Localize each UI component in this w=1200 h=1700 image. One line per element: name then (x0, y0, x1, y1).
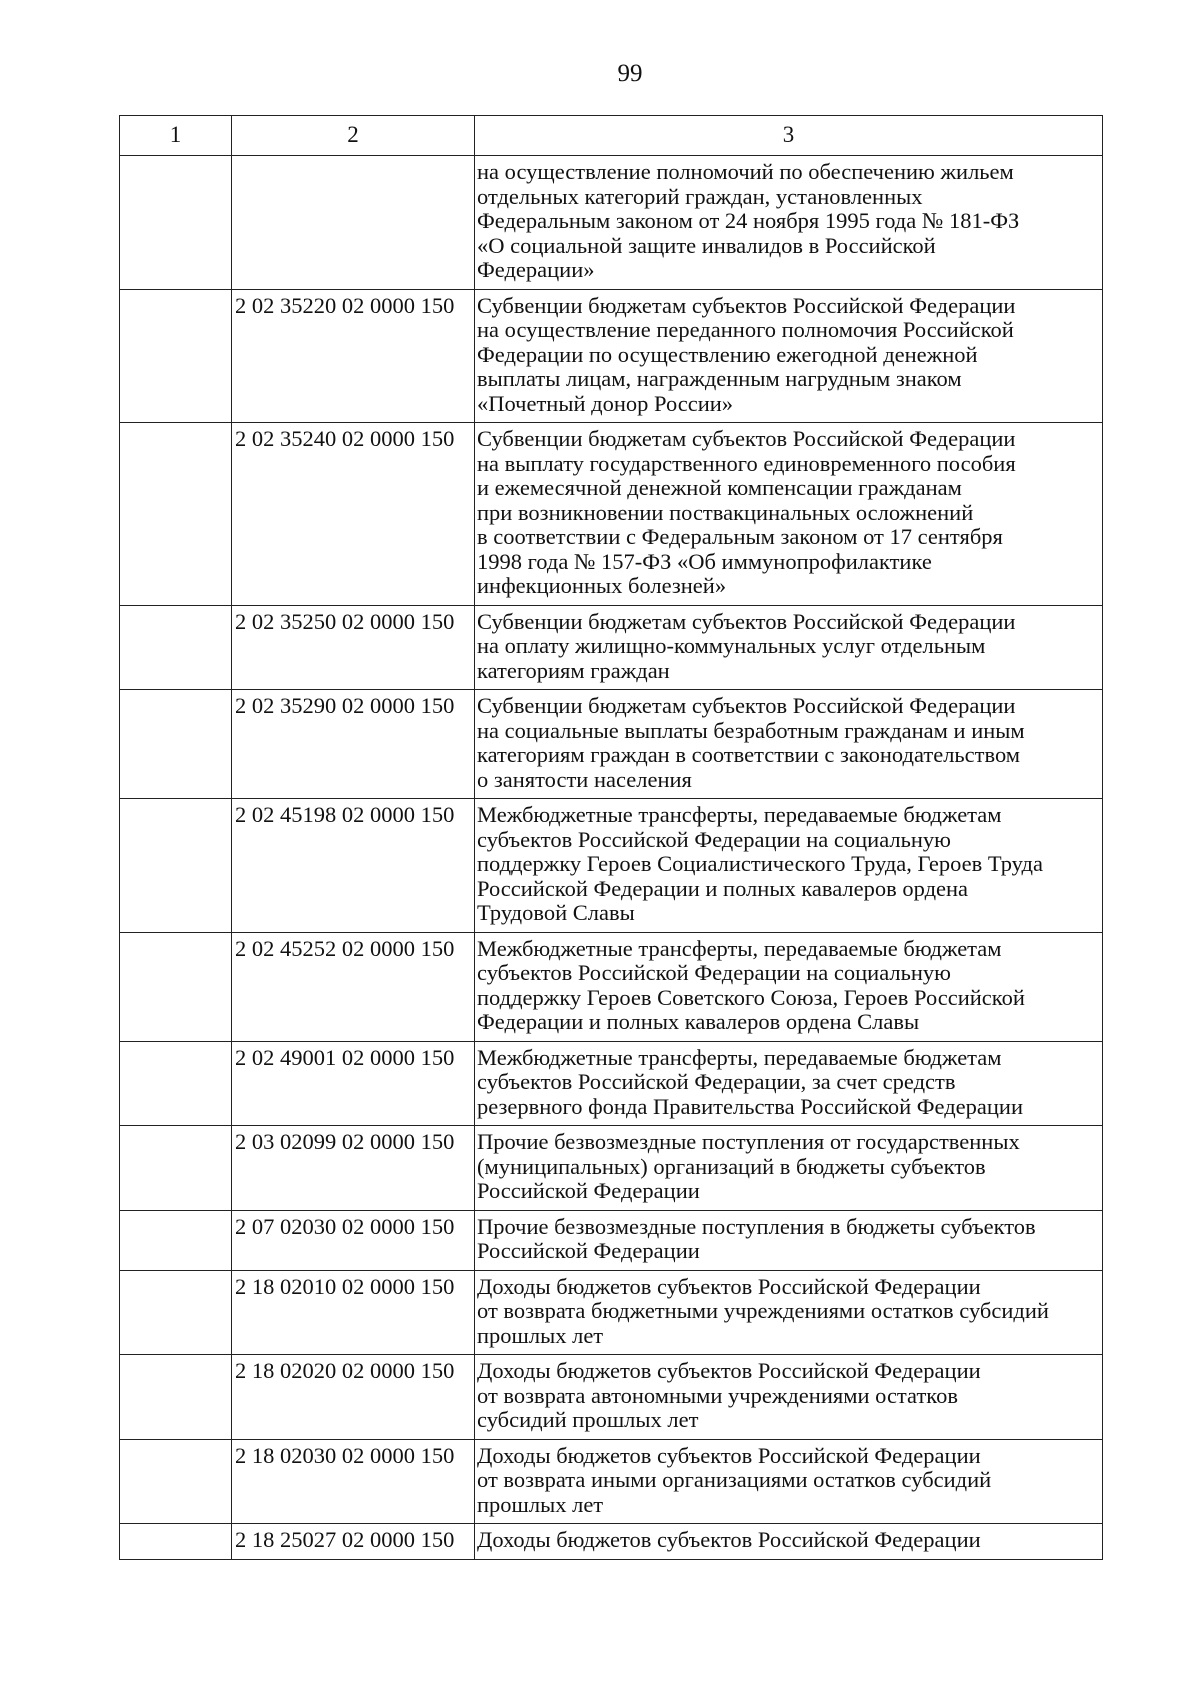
description-cell (475, 932, 1103, 1041)
description-line: и ежемесячной денежной компенсации гражданам (477, 475, 962, 500)
row-number-cell (120, 799, 232, 933)
description-cell (475, 1524, 1103, 1560)
description-line: Субвенции бюджетам субъектов Российской Федерации (477, 292, 1016, 318)
classification-code-cell: 2 18 02030 02 0000 150 (232, 1439, 475, 1524)
classification-code-cell: 2 02 49001 02 0000 150 (232, 1041, 475, 1126)
description-line: прошлых лет (477, 1322, 604, 1348)
description-line: категориям граждан в соответствии с законодательством (477, 742, 1021, 767)
classification-code-cell: 2 07 02030 02 0000 150 (232, 1210, 475, 1270)
row-number-cell (120, 423, 232, 606)
description-line: на осуществление полномочий по обеспечению жильем (477, 159, 1014, 184)
description-cell (475, 605, 1103, 690)
description-line: Межбюджетные трансферты, передаваемые бюджетам (477, 1044, 1002, 1070)
description-line: Российской Федерации (477, 1238, 700, 1263)
description-line: «О социальной защите инвалидов в Российской (477, 232, 936, 258)
table-row (120, 156, 1103, 290)
description-line: на оплату жилищно-коммунальных услуг отдельным (477, 633, 986, 658)
table-row (120, 1270, 1103, 1355)
column-header-1: 1 (120, 116, 232, 156)
description-cell (475, 690, 1103, 799)
description-line: Межбюджетные трансферты, передаваемые бюджетам (477, 935, 1002, 961)
description-cell (475, 156, 1103, 290)
description-line: субсидий прошлых лет (477, 1407, 699, 1432)
description-cell (475, 423, 1103, 606)
description-line: от возврата автономными учреждениями остатков (477, 1382, 958, 1408)
description-line: о занятости населения (477, 766, 692, 792)
description-line: Трудовой Славы (477, 900, 635, 925)
description-line: от возврата бюджетными учреждениями остатков субсидий (477, 1298, 1049, 1323)
description-line: резервного фонда Правительства Российской Федерации (477, 1093, 1024, 1119)
description-line: на социальные выплаты безработным гражданам и иным (477, 717, 1025, 743)
description-line: Федерации и полных кавалеров ордена Славы (477, 1009, 920, 1034)
classification-code-cell: 2 03 02099 02 0000 150 (232, 1126, 475, 1211)
classification-code-cell: 2 02 35220 02 0000 150 (232, 289, 475, 423)
description-line: Федерации по осуществлению ежегодной денежной (477, 341, 978, 367)
description-cell (475, 1439, 1103, 1524)
row-number-cell (120, 289, 232, 423)
table-row (120, 1524, 1103, 1560)
description-line: Российской Федерации и полных кавалеров ордена (477, 875, 969, 901)
description-line: Федерации» (477, 257, 595, 282)
description-cell (475, 1355, 1103, 1440)
table-row (120, 932, 1103, 1041)
description-line: Доходы бюджетов субъектов Российской Федерации (477, 1442, 981, 1468)
description-cell (475, 1126, 1103, 1211)
description-line: 1998 года № 157-ФЗ «Об иммунопрофилактике (477, 548, 932, 574)
description-line: Доходы бюджетов субъектов Российской Федерации (477, 1358, 981, 1383)
classification-code-cell: 2 02 45252 02 0000 150 (232, 932, 475, 1041)
table-row (120, 423, 1103, 606)
column-header-3: 3 (475, 116, 1103, 156)
classification-code-cell: 2 18 02010 02 0000 150 (232, 1270, 475, 1355)
row-number-cell (120, 1524, 232, 1560)
description-line: от возврата иными организациями остатков субсидий (477, 1467, 992, 1492)
table-row (120, 690, 1103, 799)
classification-code-cell: 2 18 25027 02 0000 150 (232, 1524, 475, 1560)
description-line: прошлых лет (477, 1491, 604, 1517)
row-number-cell (120, 1355, 232, 1440)
classification-code-cell: 2 02 45198 02 0000 150 (232, 799, 475, 933)
description-line: Межбюджетные трансферты, передаваемые бюджетам (477, 802, 1002, 827)
classification-code-cell: 2 02 35250 02 0000 150 (232, 605, 475, 690)
description-cell (475, 289, 1103, 423)
description-line: выплаты лицам, награжденным нагрудным знаком (477, 366, 962, 391)
row-number-cell (120, 156, 232, 290)
table-row (120, 1210, 1103, 1270)
description-line: Доходы бюджетов субъектов Российской Федерации (477, 1527, 981, 1552)
description-line: в соответствии с Федеральным законом от 17 сентября (477, 524, 1003, 549)
description-line: Прочие безвозмездные поступления в бюджеты субъектов (477, 1213, 1036, 1239)
description-cell (475, 799, 1103, 933)
description-line: Федеральным законом от 24 ноября 1995 года № 181-ФЗ (477, 208, 1020, 233)
description-line: субъектов Российской Федерации на социальную (477, 960, 951, 985)
description-line: Российской Федерации (477, 1178, 700, 1203)
row-number-cell (120, 1210, 232, 1270)
table-header-row (120, 116, 1103, 156)
classification-code-cell: 2 18 02020 02 0000 150 (232, 1355, 475, 1440)
row-number-cell (120, 690, 232, 799)
description-line: отдельных категорий граждан, установленных (477, 183, 923, 209)
table-row (120, 1355, 1103, 1440)
description-line: субъектов Российской Федерации на социальную (477, 826, 951, 852)
description-line: при возникновении поствакцинальных осложнений (477, 499, 974, 525)
description-cell (475, 1210, 1103, 1270)
description-cell (475, 1041, 1103, 1126)
table-row (120, 799, 1103, 933)
description-line: Прочие безвозмездные поступления от государственных (477, 1129, 1020, 1154)
description-line: Субвенции бюджетам субъектов Российской Федерации (477, 426, 1016, 451)
description-line: на выплату государственного единовременного пособия (477, 450, 1016, 476)
description-line: на осуществление переданного полномочия Российской (477, 317, 1014, 342)
description-line: инфекционных болезней» (477, 573, 727, 598)
row-number-cell (120, 932, 232, 1041)
description-line: Субвенции бюджетам субъектов Российской Федерации (477, 693, 1016, 718)
row-number-cell (120, 1270, 232, 1355)
row-number-cell (120, 605, 232, 690)
table-row (120, 605, 1103, 690)
classification-code-cell (232, 156, 475, 290)
description-line: Доходы бюджетов субъектов Российской Федерации (477, 1273, 981, 1299)
row-number-cell (120, 1126, 232, 1211)
description-cell (475, 1270, 1103, 1355)
classification-table (119, 115, 1103, 1560)
table-row (120, 1126, 1103, 1211)
description-line: категориям граждан (477, 657, 670, 683)
classification-code-cell: 2 02 35240 02 0000 150 (232, 423, 475, 606)
row-number-cell (120, 1439, 232, 1524)
classification-code-cell: 2 02 35290 02 0000 150 (232, 690, 475, 799)
description-line: «Почетный донор России» (477, 390, 734, 416)
column-header-2: 2 (232, 116, 475, 156)
description-line: (муниципальных) организаций в бюджеты субъектов (477, 1153, 986, 1179)
description-line: субъектов Российской Федерации, за счет средств (477, 1069, 956, 1094)
row-number-cell (120, 1041, 232, 1126)
table-row (120, 1439, 1103, 1524)
description-line: поддержку Героев Советского Союза, Героев Российской (477, 984, 1025, 1010)
table-row (120, 289, 1103, 423)
table-row (120, 1041, 1103, 1126)
description-line: поддержку Героев Социалистического Труда, Героев Труда (477, 851, 1043, 876)
page-number: 99 (617, 60, 643, 87)
description-line: Субвенции бюджетам субъектов Российской Федерации (477, 608, 1016, 634)
